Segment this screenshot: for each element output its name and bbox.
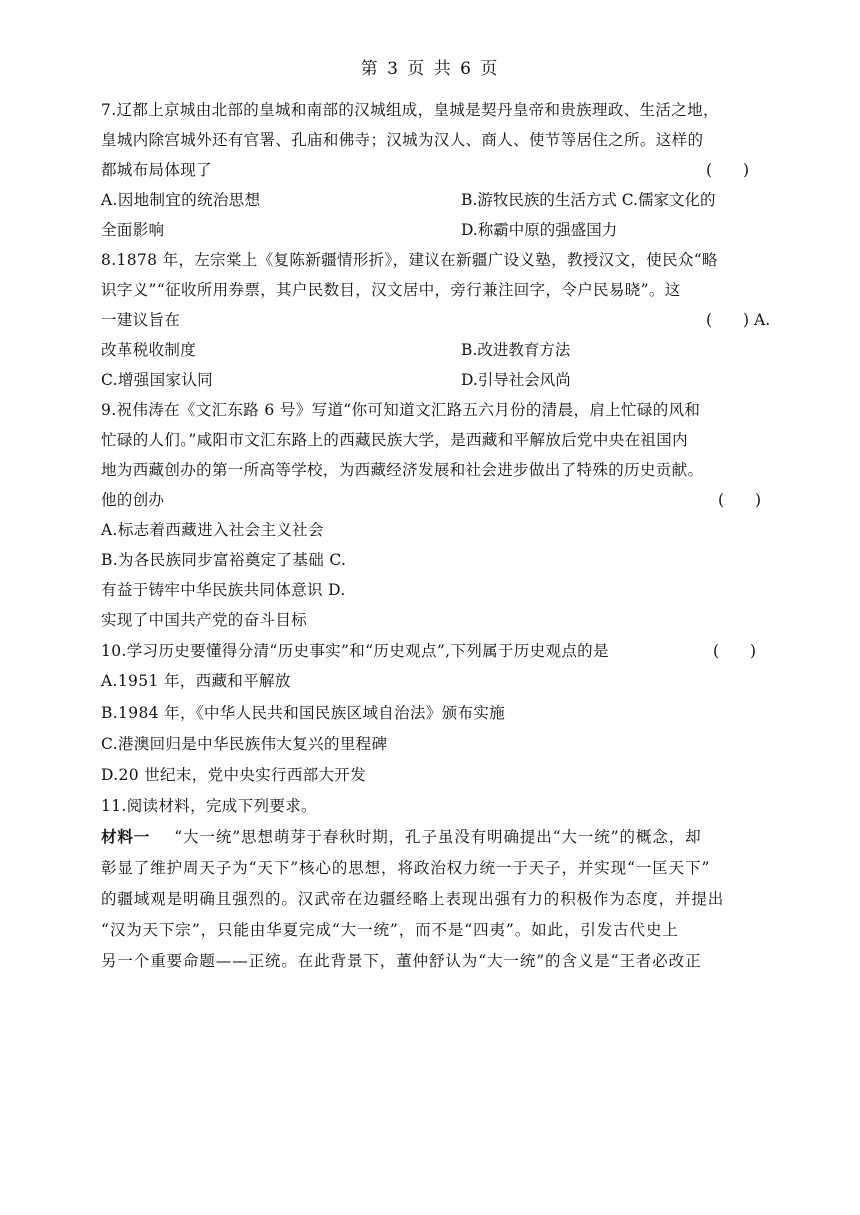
q9-line-1: 9.祝伟涛在《文汇东路 6 号》写道“你可知道文汇路五六月份的清晨，肩上忙碌的风和	[101, 401, 701, 419]
q9-line-2: 忙碌的人们。”咸阳市文汇东路上的西藏民族大学，是西藏和平解放后党中央在祖国内	[101, 431, 688, 449]
q8-line-3: 一建议旨在	[101, 311, 181, 329]
q8-line-2: 识字义”“征收所用券票，其户民数目，汉文居中，旁行兼注回字，令户民易晓”。这	[101, 281, 681, 299]
q9-option-a: A.标志着西藏进入社会主义社会	[101, 521, 324, 539]
q7-option-b: B.游牧民族的生活方式 C.儒家文化的	[461, 191, 716, 209]
q8-option-d: D.引导社会风尚	[461, 371, 571, 389]
q9-line-4: 他的创办	[101, 491, 165, 509]
q9-option-d: 实现了中国共产党的奋斗目标	[101, 611, 308, 629]
q7-line-1: 7.辽都上京城由北部的皇城和南部的汉城组成，皇城是契丹皇帝和贵族理政、生活之地，	[101, 101, 719, 119]
q7-option-d: D.称霸中原的强盛国力	[461, 221, 618, 239]
q9-answer-bracket: ( )	[718, 491, 762, 509]
q7-option-a: A.因地制宜的统治思想	[101, 191, 261, 209]
page-number-header: 第 3 页 共 6 页	[360, 59, 500, 79]
q9-line-3: 地为西藏创办的第一所高等学校，为西藏经济发展和社会进步做出了特殊的历史贡献。	[101, 461, 704, 479]
q10-answer-bracket: ( )	[713, 642, 757, 660]
q10-option-c: C.港澳回归是中华民族伟大复兴的里程碑	[101, 735, 388, 753]
q8-option-c: C.增强国家认同	[101, 371, 214, 389]
material-1-line-1	[101, 827, 761, 847]
q7-line-2: 皇城内除宫城外还有官署、孔庙和佛寺；汉城为汉人、商人、使节等居住之所。这样的	[101, 131, 704, 149]
q8-option-a: 改革税收制度	[101, 341, 197, 359]
q7-option-c-continued: 全面影响	[101, 221, 165, 239]
q9-option-c: 有益于铸牢中华民族共同体意识 D.	[101, 581, 346, 599]
q10-stem: 10.学习历史要懂得分清“历史事实”和“历史观点”,下列属于历史观点的是	[101, 642, 609, 660]
q8-answer-bracket: ( ) A.	[706, 311, 771, 329]
q8-option-b: B.改进教育方法	[461, 341, 571, 359]
q7-line-3: 都城布局体现了	[101, 161, 212, 179]
q9-option-b: B.为各民族同步富裕奠定了基础 C.	[101, 551, 347, 569]
q10-option-d: D.20 世纪末，党中央实行西部大开发	[101, 766, 367, 784]
q10-option-a: A.1951 年，西藏和平解放	[101, 672, 291, 690]
q10-option-b: B.1984 年，《中华人民共和国民族区域自治法》颁布实施	[101, 704, 506, 722]
material-1-label: 材料一	[101, 827, 151, 846]
material-1-line-3: 的疆域观是明确且强烈的。汉武帝在边疆经略上表现出强有力的积极作为态度，并提出	[101, 890, 725, 908]
q8-line-1: 8.1878 年，左宗棠上《复陈新疆情形折》，建议在新疆广设义塾，教授汉文，使民众“略	[101, 251, 718, 269]
material-1-line-5: 另一个重要命题——正统。在此背景下，董仲舒认为“大一统”的含义是“王者必改正	[101, 952, 702, 970]
q7-answer-bracket: ( )	[706, 161, 750, 179]
material-1-text: “大一统”思想萌芽于春秋时期，孔子虽没有明确提出“大一统”的概念，却	[174, 828, 702, 846]
q11-stem: 11.阅读材料，完成下列要求。	[101, 797, 317, 815]
material-1-line-2: 彰显了维护周天子为“天下”核心的思想，将政治权力统一于天子，并实现“一匡天下”	[101, 859, 711, 877]
material-1-line-4: “汉为天下宗”，只能由华夏完成“大一统”，而不是“四夷”。如此，引发古代史上	[101, 921, 679, 939]
